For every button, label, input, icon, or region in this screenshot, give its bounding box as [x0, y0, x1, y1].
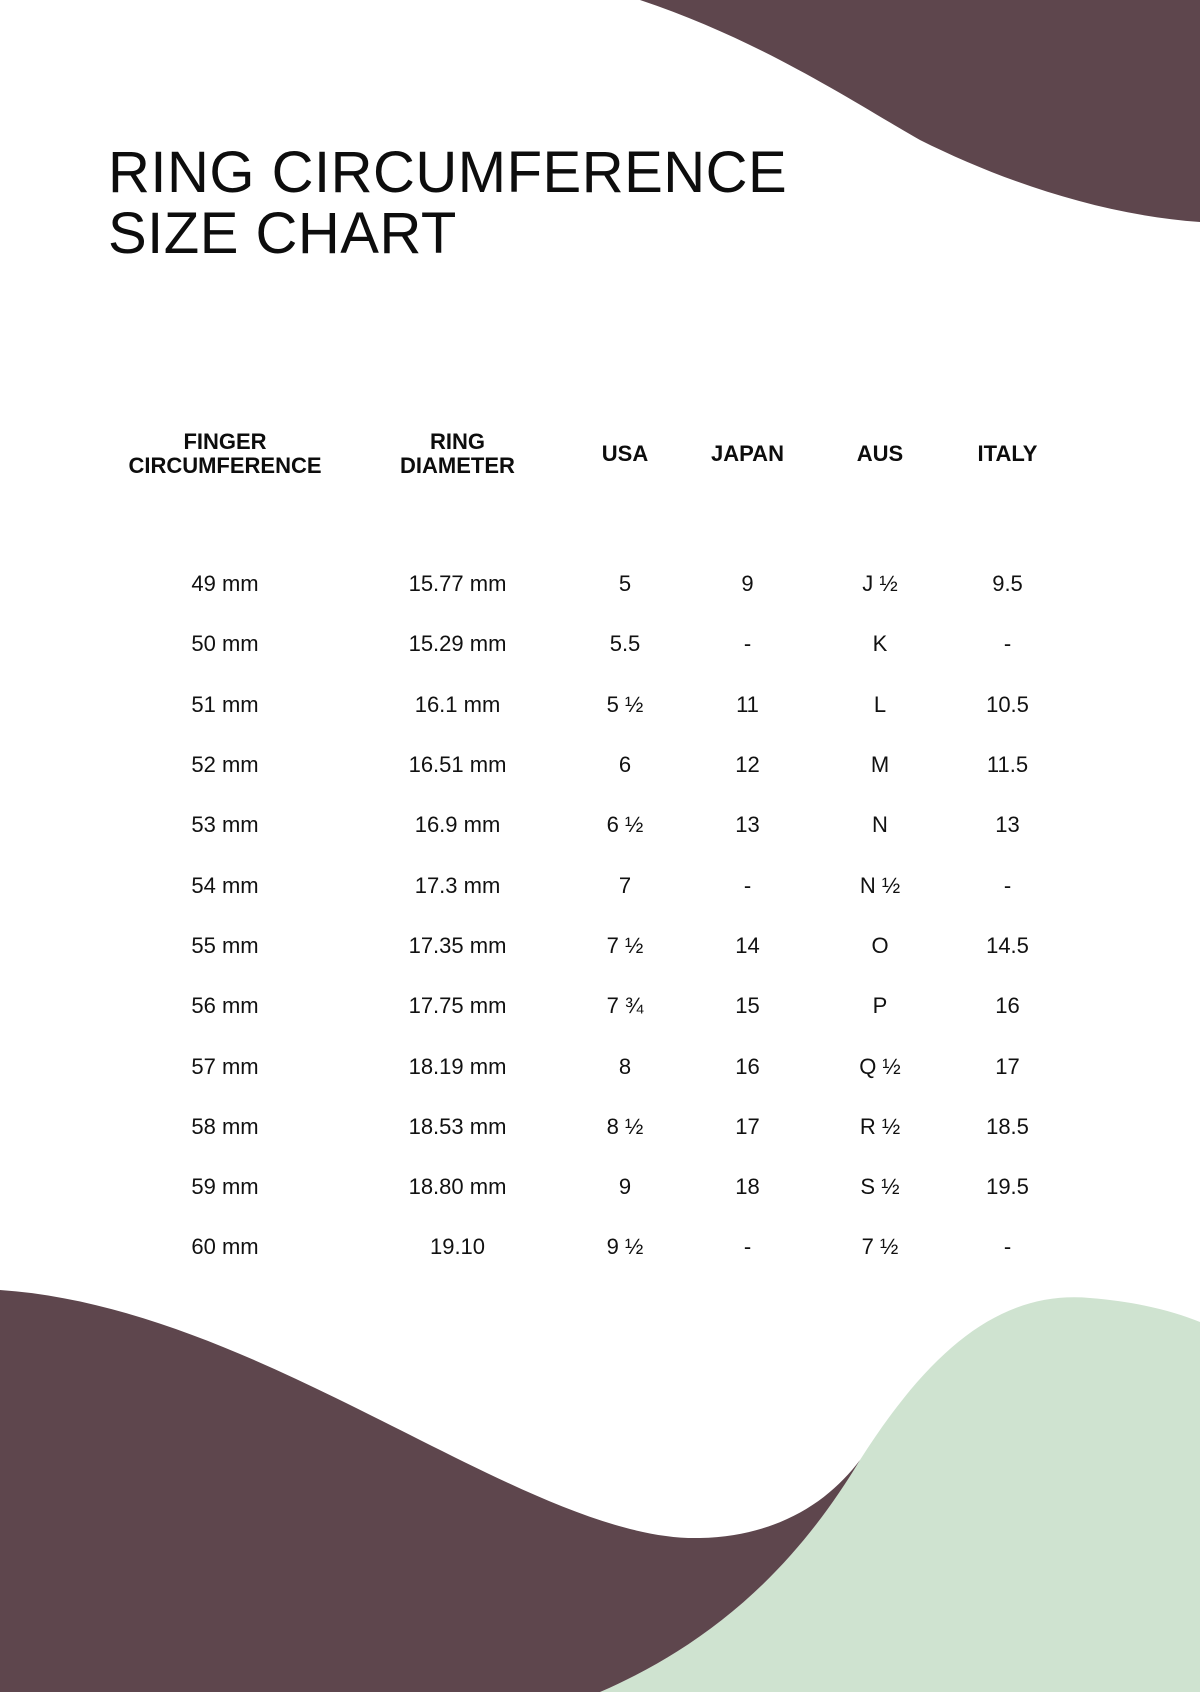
cell-japan: - [743, 631, 752, 657]
header-spacer [100, 522, 1065, 554]
cell-aus: N [872, 812, 888, 838]
page-title-line-2: SIZE CHART [108, 201, 457, 266]
table-body [100, 522, 1065, 1278]
cell-aus: R ½ [859, 1113, 901, 1139]
cell-usa: 6 ½ [606, 812, 644, 838]
cell-usa: 8 ½ [606, 1113, 644, 1139]
cell-italy: 14.5 [986, 932, 1029, 958]
cell-japan: 17 [735, 1113, 760, 1139]
header-line: ITALY [977, 441, 1038, 466]
header-ring-diameter [350, 420, 565, 522]
header-line: RING [430, 429, 485, 454]
header-line: JAPAN [711, 441, 784, 466]
cell-aus: 7 ½ [861, 1234, 899, 1260]
cell-ring-diameter: 16.51 mm [408, 752, 507, 778]
cell-usa: 5.5 [609, 631, 641, 657]
cell-finger-circumference: 49 mm [191, 571, 259, 597]
header-line: USA [601, 441, 649, 466]
cell-ring-diameter: 17.75 mm [408, 993, 507, 1019]
cell-usa: 9 ½ [606, 1234, 644, 1260]
table-row [100, 554, 1065, 614]
cell-italy: 17 [995, 1053, 1020, 1079]
cell-finger-circumference: 53 mm [191, 812, 259, 838]
header-usa [565, 420, 685, 522]
table-row [100, 1097, 1065, 1157]
cell-italy: 16 [995, 993, 1020, 1019]
cell-italy: 9.5 [992, 571, 1023, 597]
cell-usa: 6 [618, 752, 632, 778]
cell-japan: 16 [735, 1053, 760, 1079]
cell-ring-diameter: 17.3 mm [414, 872, 501, 898]
cell-ring-diameter: 18.19 mm [408, 1053, 507, 1079]
header-italy [950, 420, 1065, 522]
page-title-line-1: RING CIRCUMFERENCE [108, 140, 788, 205]
cell-usa: 8 [618, 1053, 632, 1079]
table-header-row [100, 420, 1065, 522]
cell-usa: 7 ½ [606, 932, 644, 958]
table-row [100, 795, 1065, 855]
header-line: FINGER [183, 429, 267, 454]
cell-finger-circumference: 58 mm [191, 1113, 259, 1139]
ring-size-table [100, 420, 1065, 1278]
cell-finger-circumference: 56 mm [191, 993, 259, 1019]
cell-italy: 10.5 [986, 691, 1029, 717]
cell-ring-diameter: 16.1 mm [414, 691, 501, 717]
header-line: AUS [856, 441, 904, 466]
cell-usa: 9 [618, 1174, 632, 1200]
cell-aus: M [870, 752, 890, 778]
header-line: DIAMETER [400, 453, 515, 478]
cell-ring-diameter: 15.77 mm [408, 571, 507, 597]
cell-aus: O [871, 932, 889, 958]
cell-aus: S ½ [860, 1174, 900, 1200]
cell-aus: P [872, 993, 888, 1019]
cell-usa: 7 ¾ [606, 993, 644, 1019]
cell-japan: - [743, 872, 752, 898]
cell-finger-circumference: 52 mm [191, 752, 259, 778]
header-line: CIRCUMFERENCE [128, 453, 322, 478]
table-row [100, 1036, 1065, 1096]
table-row [100, 855, 1065, 915]
page-title [108, 142, 787, 264]
cell-ring-diameter: 16.9 mm [414, 812, 501, 838]
cell-aus: K [872, 631, 888, 657]
cell-japan: 18 [735, 1174, 760, 1200]
table-row [100, 976, 1065, 1036]
cell-japan: 12 [735, 752, 760, 778]
cell-italy: 11.5 [986, 752, 1029, 778]
cell-aus: L [873, 691, 887, 717]
table-row [100, 675, 1065, 735]
header-japan [685, 420, 810, 522]
table-row [100, 614, 1065, 674]
cell-ring-diameter: 19.10 [429, 1234, 486, 1260]
cell-italy: - [1003, 1234, 1012, 1260]
table-row [100, 1217, 1065, 1277]
table-row [100, 1157, 1065, 1217]
table-row [100, 916, 1065, 976]
cell-finger-circumference: 57 mm [191, 1053, 259, 1079]
cell-japan: 13 [735, 812, 760, 838]
cell-italy: - [1003, 631, 1012, 657]
cell-ring-diameter: 15.29 mm [408, 631, 507, 657]
cell-finger-circumference: 54 mm [191, 872, 259, 898]
cell-aus: Q ½ [859, 1053, 901, 1079]
cell-japan: 15 [735, 993, 760, 1019]
cell-aus: N ½ [859, 872, 901, 898]
cell-finger-circumference: 55 mm [191, 932, 259, 958]
cell-italy: 13 [995, 812, 1020, 838]
cell-japan: 11 [736, 691, 759, 717]
cell-japan: 9 [741, 571, 754, 597]
cell-ring-diameter: 17.35 mm [408, 932, 507, 958]
cell-ring-diameter: 18.53 mm [408, 1113, 507, 1139]
cell-usa: 7 [618, 872, 632, 898]
cell-ring-diameter: 18.80 mm [408, 1174, 507, 1200]
cell-italy: - [1003, 872, 1012, 898]
cell-finger-circumference: 51 mm [191, 691, 259, 717]
table-row [100, 735, 1065, 795]
cell-usa: 5 ½ [606, 691, 644, 717]
cell-finger-circumference: 59 mm [191, 1174, 259, 1200]
cell-italy: 18.5 [986, 1113, 1029, 1139]
cell-japan: 14 [735, 932, 760, 958]
cell-japan: - [743, 1234, 752, 1260]
cell-aus: J ½ [862, 571, 898, 597]
header-finger-circumference [100, 420, 350, 522]
header-aus [810, 420, 950, 522]
cell-finger-circumference: 60 mm [191, 1234, 259, 1260]
cell-italy: 19.5 [986, 1174, 1029, 1200]
cell-finger-circumference: 50 mm [191, 631, 259, 657]
cell-usa: 5 [618, 571, 632, 597]
